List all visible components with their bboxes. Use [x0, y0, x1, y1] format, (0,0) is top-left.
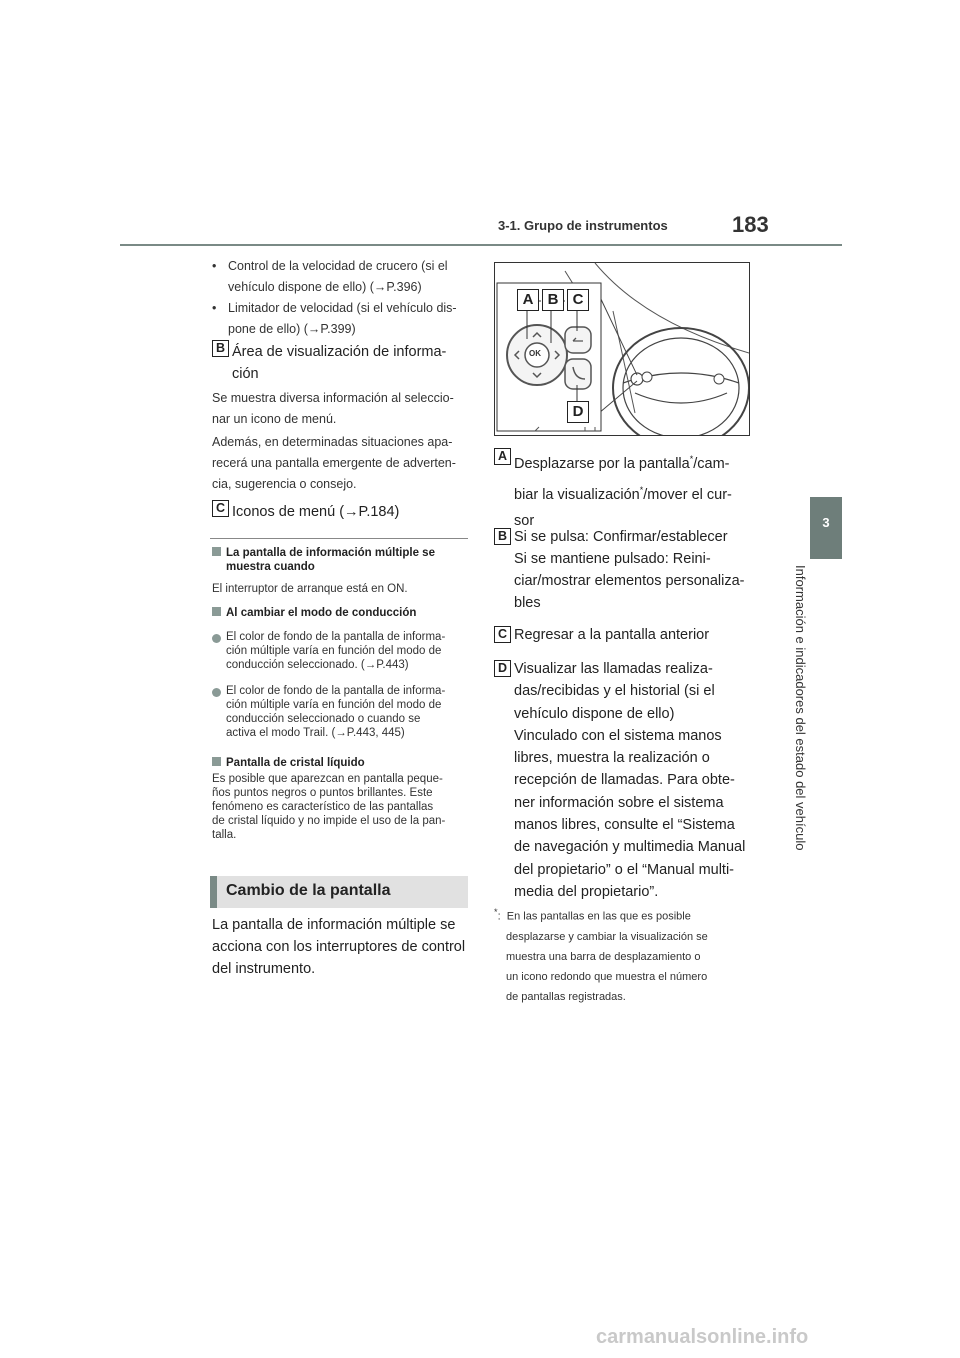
bullet-line: vehículo dispone de ello) (→P.396): [228, 280, 422, 294]
bullet-line: Limitador de velocidad (si el vehículo dis-: [228, 301, 457, 315]
label-b-badge-right: B: [494, 528, 511, 545]
item-b-title-line: ción: [232, 366, 259, 382]
item-line: ner información sobre el sistema: [514, 794, 724, 811]
para-line: nar un icono de menú.: [212, 412, 337, 426]
label-b-badge: B: [212, 340, 229, 357]
section-heading-bar: [210, 876, 217, 908]
item-b-paragraph-2: [212, 432, 472, 495]
note-line: activa el modo Trail. (→P.443, 445): [226, 727, 405, 739]
item-line: Visualizar las llamadas realiza-: [514, 661, 713, 677]
para-line: cia, sugerencia o consejo.: [212, 477, 357, 491]
item-line: Vinculado con el sistema manos: [514, 727, 722, 744]
item-line: recepción de llamadas. Para obte-: [514, 772, 735, 789]
note-title-line: La pantalla de información múltiple se: [226, 547, 435, 559]
item-line: manos libres, consulte el “Sistema: [514, 817, 735, 834]
note-2-title: [212, 606, 416, 620]
watermark: carmanualsonline.info: [596, 1326, 809, 1348]
item-line: libres, muestra la realización o: [514, 750, 710, 767]
page-number: 183: [732, 212, 769, 237]
item-b-title: [232, 341, 446, 385]
illustration-label-c: C: [567, 289, 589, 311]
steering-switch-illustration: [494, 262, 750, 436]
note-line: Es posible que aparezcan en pantalla peque-: [212, 773, 443, 785]
item-line: sor: [514, 512, 535, 529]
square-bullet-icon: [212, 757, 221, 766]
bullet-item: • Limitador de velocidad (si el vehículo dis- pone de ello) (→P.399): [212, 298, 472, 340]
note-line: fenómeno es característico de las pantallas: [212, 801, 434, 813]
item-line: Si se mantiene pulsado: Reini-: [514, 551, 711, 567]
note-line: de cristal líquido y no impide el uso de la pan-: [212, 815, 446, 827]
note-line: conducción seleccionado o cuando se: [226, 713, 421, 725]
item-line: biar la visualización: [514, 486, 640, 503]
item-line: ciar/mostrar elementos personaliza-: [514, 573, 745, 589]
note-line: conducción seleccionado. (→P.443): [226, 659, 409, 671]
note-title-text: Al cambiar el modo de conducción: [226, 607, 417, 619]
bullet-line: Control de la velocidad de crucero (si el: [228, 259, 448, 273]
chapter-title: Información e indicadores del estado del vehículo: [793, 565, 808, 851]
label-c-badge: C: [212, 500, 229, 517]
intro-line: del instrumento.: [212, 961, 316, 977]
intro-line: acciona con los interruptores de control: [212, 939, 466, 955]
section-heading-text: Cambio de la pantalla: [226, 882, 391, 899]
bullet-item: • Control de la velocidad de crucero (si el vehículo dispone de ello) (→P.396): [212, 256, 472, 298]
label-a-badge: A: [494, 448, 511, 465]
section-heading: [210, 876, 468, 908]
item-line: vehículo dispone de ello): [514, 705, 675, 722]
note-line: El color de fondo de la pantalla de informa-: [226, 631, 446, 643]
ok-button-label: OK: [529, 349, 541, 358]
item-line: media del propietario”.: [514, 883, 659, 900]
circle-bullet-icon: [212, 688, 221, 697]
square-bullet-icon: [212, 607, 221, 616]
note-line: ción múltiple varía en función del modo de: [226, 699, 442, 711]
square-bullet-icon: [212, 547, 221, 556]
para-line: Se muestra diversa información al seleccio-: [212, 391, 454, 405]
footnote: *: En las pantallas en las que es posible desplazarse y cambiar la visualización se muestra una barra de desplazamiento o un icono redondo que muestra el número de pantallas registradas.: [494, 902, 754, 1007]
item-line: de navegación y multimedia Manual: [514, 839, 746, 856]
header-divider: [120, 244, 842, 246]
item-line: del propietario” o el “Manual multi-: [514, 861, 735, 878]
bullet-line: pone de ello) (→P.399): [228, 322, 356, 336]
chapter-tab: 3: [810, 497, 842, 559]
note-line: ños puntos negros o puntos brillantes. Este: [212, 787, 433, 799]
intro-line: La pantalla de información múltiple se: [212, 917, 456, 933]
item-line: Desplazarse por la pantalla: [514, 455, 690, 472]
illustration-label-b: B: [542, 289, 564, 311]
note-line: ción múltiple varía en función del modo de: [226, 645, 442, 657]
label-c-badge-right: C: [494, 626, 511, 643]
note-line: El color de fondo de la pantalla de informa-: [226, 685, 446, 697]
footnote-line: En las pantallas en las que es posible: [506, 910, 691, 923]
item-line: bles: [514, 595, 541, 611]
section-title: 3-1. Grupo de instrumentos: [498, 218, 668, 233]
notes-divider: [210, 538, 468, 539]
note-1-text: El interruptor de arranque está en ON.: [212, 583, 408, 595]
illustration-label-d: D: [567, 401, 589, 423]
item-b-title-line: Área de visualización de informa-: [232, 344, 447, 360]
note-line: talla.: [212, 829, 237, 841]
section-intro: [212, 914, 474, 980]
note-1-title: [212, 546, 472, 574]
item-b-right-text: [514, 526, 764, 614]
item-d-text: [514, 658, 764, 903]
para-line: recerá una pantalla emergente de adverten-: [212, 456, 456, 470]
chapter-title-vertical: [790, 565, 810, 875]
item-c-right-text: Regresar a la pantalla anterior: [514, 627, 710, 643]
note-title-line: muestra cuando: [226, 561, 315, 573]
footnote-line: muestra una barra de desplazamiento o: [506, 950, 701, 963]
item-line: das/recibidas y el historial (si el: [514, 683, 715, 700]
item-b-paragraph-1: [212, 388, 472, 430]
note-3-text: [212, 772, 474, 842]
item-line: Si se pulsa: Confirmar/establecer: [514, 529, 728, 545]
label-d-badge: D: [494, 660, 511, 677]
footnote-line: desplazarse y cambiar la visualización se: [506, 930, 708, 943]
footnote-line: un icono redondo que muestra el número: [506, 970, 708, 983]
footnote-line: de pantallas registradas.: [506, 990, 626, 1003]
illustration-label-a: A: [517, 289, 539, 311]
item-c-title: Iconos de menú (→P.184): [232, 504, 400, 520]
circle-bullet-icon: [212, 634, 221, 643]
para-line: Además, en determinadas situaciones apa-: [212, 435, 453, 449]
note-2-item: [212, 630, 472, 672]
footnote-mark: *: [494, 907, 498, 917]
item-a-text: Desplazarse por la pantalla*/cam- biar la visualización*/mover el cur- sor: [514, 448, 764, 532]
note-2-item: [212, 684, 472, 740]
note-3-title: [212, 756, 365, 770]
note-title-text: Pantalla de cristal líquido: [226, 757, 365, 769]
